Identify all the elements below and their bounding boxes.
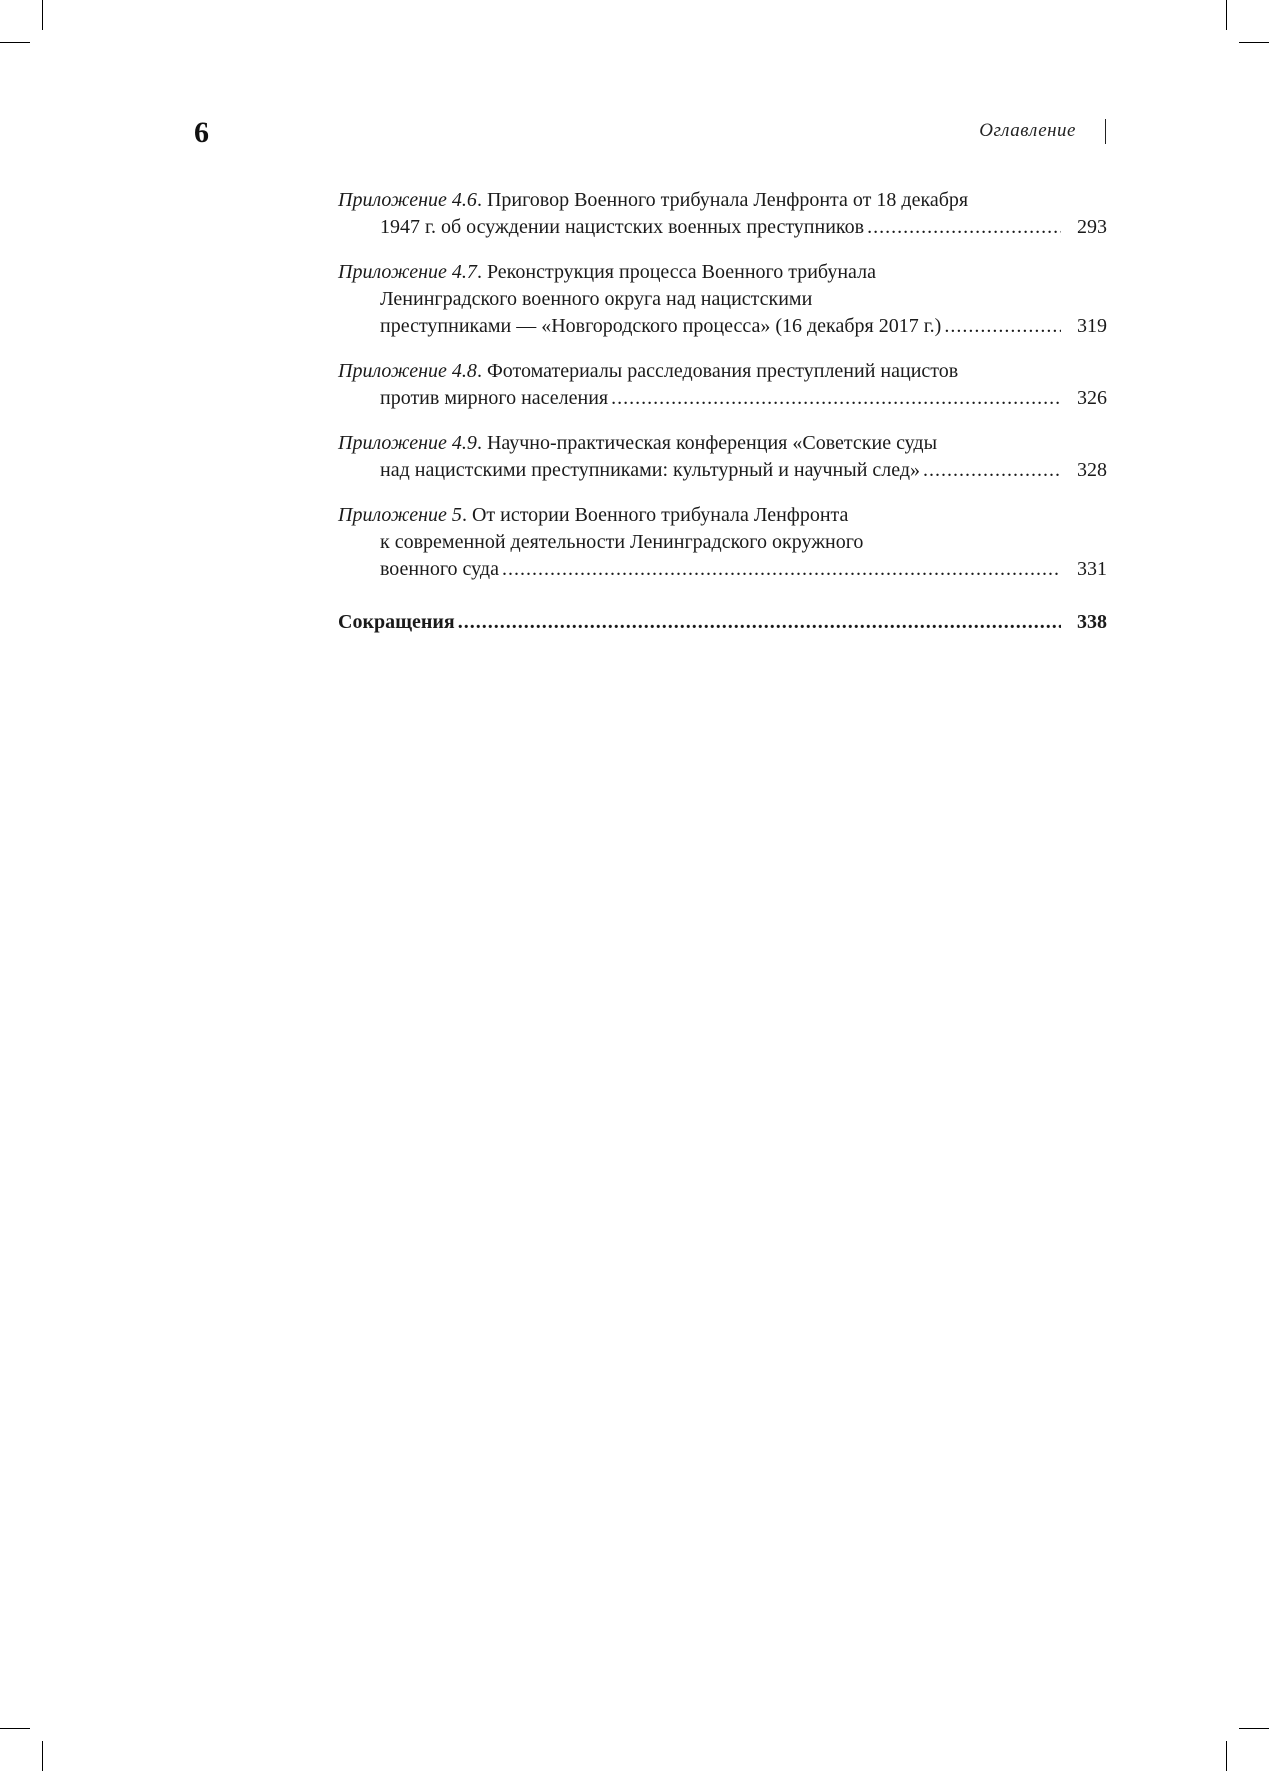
toc-entry[interactable] (338, 358, 1107, 412)
dot-leader (944, 313, 1061, 340)
toc-entry[interactable] (338, 259, 1107, 340)
toc-entry-first-line (338, 187, 1107, 214)
toc-entry-last-line (338, 556, 1107, 583)
toc-entry-title: . От истории Военного трибунала Ленфронта (461, 504, 849, 526)
toc-entry-first-line (338, 259, 1107, 286)
toc-entry-last-line (338, 214, 1107, 241)
running-head-rule (1105, 119, 1106, 144)
toc-entry-title-end: против мирного населения (380, 387, 609, 409)
toc-entry-label: Приложение 4.7 (338, 261, 477, 283)
toc-entry-label: Приложение 4.6 (338, 189, 477, 211)
toc-entry-title-end: военного суда (380, 558, 499, 580)
dot-leader (458, 609, 1061, 636)
toc-entry-first-line (338, 430, 1107, 457)
toc-entry-last-line (338, 609, 1107, 636)
toc-entry-page: 319 (1077, 315, 1107, 337)
crop-mark (1226, 1741, 1227, 1771)
crop-mark (0, 1728, 30, 1729)
toc-entry-title: . Приговор Военного трибунала Ленфронта от 18 декабря (476, 189, 969, 211)
crop-mark (42, 0, 43, 30)
toc-entry-abbreviations[interactable] (338, 609, 1107, 636)
toc-entry-last-line (338, 385, 1107, 412)
toc-entry-last-line (338, 457, 1107, 484)
toc-entry-label: Приложение 4.9 (338, 432, 477, 454)
dot-leader (923, 457, 1061, 484)
running-head: Оглавление (979, 120, 1076, 141)
toc-entry-title-end: 1947 г. об осуждении нацистских военных преступников (380, 216, 865, 238)
crop-mark (1239, 42, 1269, 43)
toc-entry-title: . Реконструкция процесса Военного трибунала (476, 261, 876, 283)
crop-mark (1226, 0, 1227, 30)
toc-entry-title: . Научно-практическая конференция «Советские суды (476, 432, 938, 454)
toc-entry-continuation: Ленинградского военного округа над нацистскими (380, 288, 813, 310)
toc-entry-last-line (338, 313, 1107, 340)
crop-mark (1239, 1728, 1269, 1729)
toc-entry[interactable] (338, 187, 1107, 241)
dot-leader (502, 556, 1061, 583)
toc-entry-page: 331 (1077, 558, 1107, 580)
toc-entry-label: Приложение 4.8 (338, 360, 477, 382)
toc-entry-first-line (338, 358, 1107, 385)
toc-entry-page: 338 (1077, 611, 1107, 633)
toc-entry-continuation: к современной деятельности Ленинградского окружного (380, 531, 864, 553)
toc-entry[interactable] (338, 502, 1107, 583)
toc-entry[interactable] (338, 430, 1107, 484)
crop-mark (0, 42, 30, 43)
toc-entry-page: 328 (1077, 459, 1107, 481)
toc-entry-title-end: преступниками — «Новгородского процесса» (16 декабря 2017 г.) (380, 315, 942, 337)
crop-mark (42, 1741, 43, 1771)
toc-entry-page: 293 (1077, 216, 1107, 238)
dot-leader (867, 214, 1061, 241)
dot-leader (611, 385, 1061, 412)
toc-entry-first-line (338, 502, 1107, 529)
toc-entry-label: Приложение 5 (338, 504, 462, 526)
toc-entry-page: 326 (1077, 387, 1107, 409)
toc-entry-title-end: над нацистскими преступниками: культурный и научный след» (380, 459, 921, 481)
page-number: 6 (194, 116, 209, 149)
toc-entry-title: . Фотоматериалы расследования преступлений нацистов (476, 360, 959, 382)
toc-entry-title: Сокращения (338, 611, 455, 633)
table-of-contents (338, 187, 1107, 654)
